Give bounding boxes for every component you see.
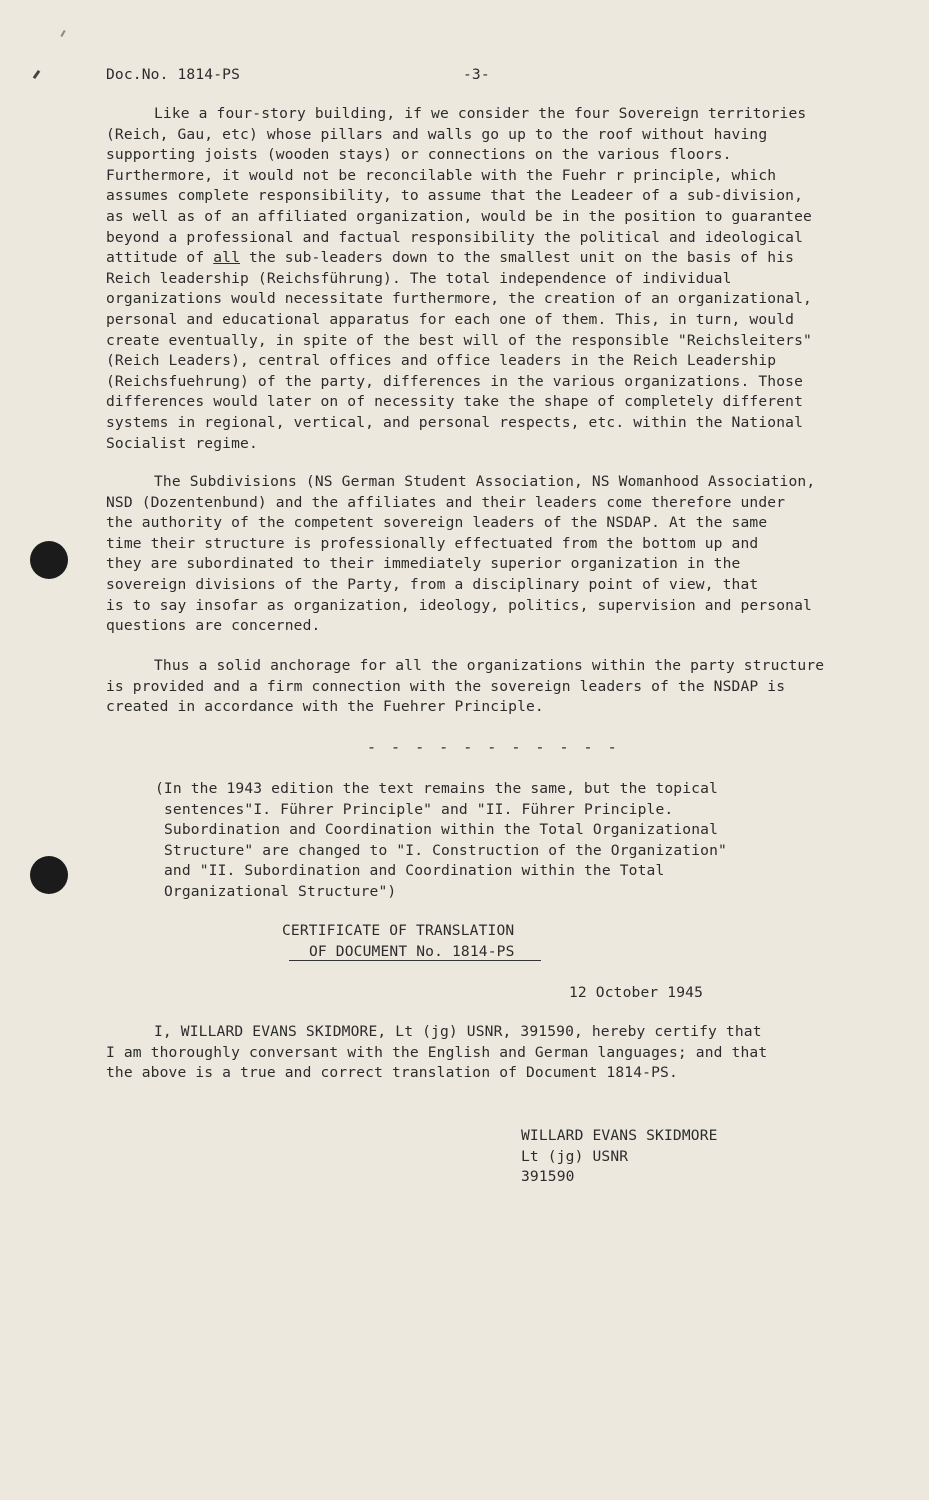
text-fragment: attitude of [106, 249, 214, 267]
text-line: is to say insofar as organization, ideology, politics, supervision and personal [106, 596, 812, 614]
paragraph-1 [106, 104, 812, 454]
signer-rank: Lt (jg) USNR [521, 1147, 629, 1165]
signature-block [521, 1126, 718, 1188]
text-line: Like a four-story building, if we consider the four Sovereign territories [154, 105, 807, 122]
certificate-title-1: CERTIFICATE OF TRANSLATION [282, 922, 515, 939]
text-line-with-underline [106, 248, 812, 269]
text-line: sovereign divisions of the Party, from a disciplinary point of view, that [106, 575, 759, 593]
text-line: (Reichsfuehrung) of the party, differences in the various organizations. Those [106, 372, 804, 390]
text-line: I, WILLARD EVANS SKIDMORE, Lt (jg) USNR, 391590, hereby certify that [154, 1023, 762, 1040]
paragraph-2 [106, 472, 815, 637]
text-line: time their structure is professionally effectuated from the bottom up and [106, 534, 759, 552]
text-line: create eventually, in spite of the best will of the responsible "Reichsleiters" [106, 331, 812, 349]
text-line: personal and educational apparatus for each one of them. This, in turn, would [106, 310, 795, 328]
text-line: is provided and a firm connection with the sovereign leaders of the NSDAP is [106, 677, 786, 695]
signer-serial: 391590 [521, 1168, 575, 1186]
certificate-title-2: OF DOCUMENT No. 1814-PS [309, 943, 515, 960]
text-line: Socialist regime. [106, 434, 258, 452]
text-line: as well as of an affiliated organization, would be in the position to guarantee [106, 207, 812, 225]
text-line: NSD (Dozentenbund) and the affiliates and their leaders come therefore under [106, 493, 786, 511]
doc-number: Doc.No. 1814-PS [106, 66, 241, 83]
page-number: -3- [463, 66, 490, 83]
text-line: (Reich, Gau, etc) whose pillars and walls go up to the roof without having [106, 125, 768, 143]
text-line: they are subordinated to their immediately superior organization in the [106, 555, 741, 573]
text-line: and "II. Subordination and Coordination within the Total [164, 862, 665, 880]
text-line: Subordination and Coordination within the Total Organizational [164, 821, 719, 839]
text-line: assumes complete responsibility, to assume that the Leadeer of a sub-division, [106, 187, 804, 205]
text-line: the above is a true and correct translation of Document 1814-PS. [106, 1064, 678, 1082]
certificate-date: 12 October 1945 [569, 984, 704, 1001]
text-line: Reich leadership (Reichsführung). The total independence of individual [106, 269, 732, 287]
text-line: differences would later on of necessity take the shape of completely different [106, 393, 804, 411]
underlined-word: all [213, 249, 241, 267]
text-line: the authority of the competent sovereign leaders of the NSDAP. At the same [106, 514, 768, 532]
punch-hole-bottom [30, 856, 68, 894]
text-line: created in accordance with the Fuehrer Principle. [106, 698, 544, 716]
pen-mark [33, 70, 41, 79]
text-line: systems in regional, vertical, and personal respects, etc. within the National [106, 413, 804, 431]
text-line: sentences"I. Führer Principle" and "II. Führer Principle. [164, 800, 674, 818]
text-line: Organizational Structure") [164, 882, 397, 900]
certificate-body [106, 1022, 767, 1084]
text-line: I am thoroughly conversant with the English and German languages; and that [106, 1043, 768, 1061]
text-line: The Subdivisions (NS German Student Association, NS Womanhood Association, [154, 473, 816, 490]
text-line: questions are concerned. [106, 617, 321, 635]
paragraph-3 [106, 656, 824, 718]
edition-note [155, 779, 727, 903]
text-line: Furthermore, it would not be reconcilable with the Fuehr r principle, which [106, 166, 777, 184]
text-line: (Reich Leaders), central offices and office leaders in the Reich Leadership [106, 352, 777, 370]
punch-hole-top [30, 541, 68, 579]
text-line: organizations would necessitate furthermore, the creation of an organizational, [106, 290, 812, 308]
certificate-underline [289, 960, 541, 961]
text-line: Structure" are changed to "I. Construction of the Organization" [164, 841, 727, 859]
text-line: (In the 1943 edition the text remains the same, but the topical [155, 780, 718, 797]
text-line: beyond a professional and factual responsibility the political and ideological [106, 228, 804, 246]
signer-name: WILLARD EVANS SKIDMORE [521, 1127, 718, 1144]
text-line: Thus a solid anchorage for all the organizations within the party structure [154, 657, 825, 674]
text-line: supporting joists (wooden stays) or connections on the various floors. [106, 146, 732, 164]
text-fragment: the sub-leaders down to the smallest unit on the basis of his [248, 249, 795, 267]
pen-mark [60, 30, 65, 37]
section-separator: - - - - - - - - - - - [367, 738, 620, 756]
